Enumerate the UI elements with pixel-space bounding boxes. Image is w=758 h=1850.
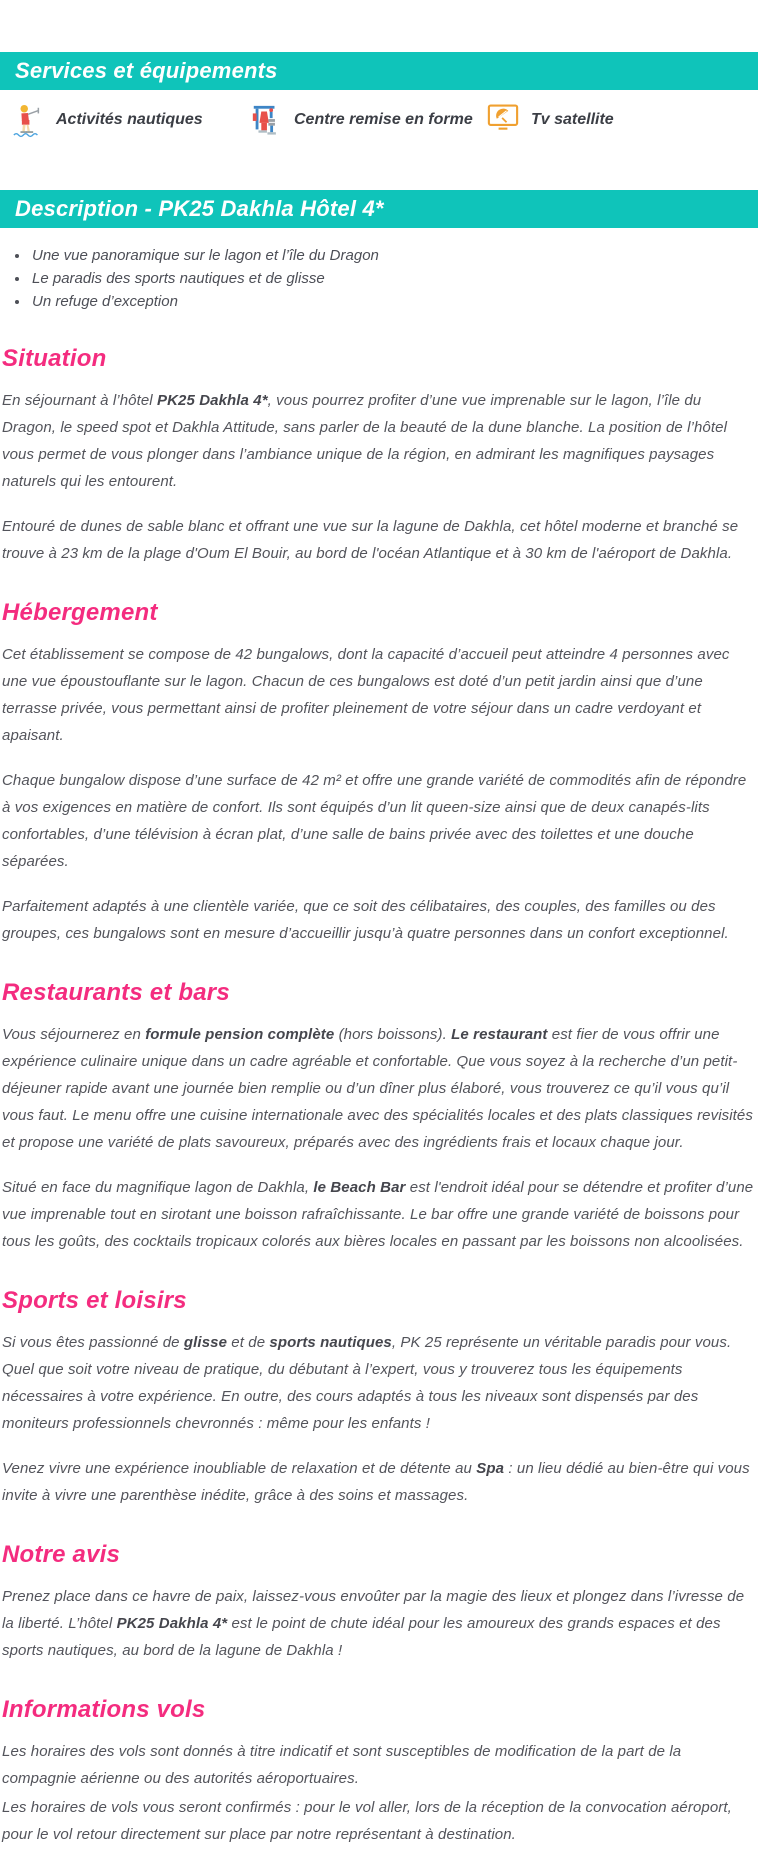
content-section	[2, 599, 754, 947]
paragraph: Cet établissement se compose de 42 bungalows, dont la capacité d’accueil peut atteindre 4 personnes avec une vue époustouflante sur le lagon. Chacun de ces bungalows est doté d’un petit jardin ainsi que d’une terrasse privée, vous permettant ainsi de profiter pleinement de votre séjour dans un cadre verdoyant et apaisant.	[2, 646, 730, 744]
sections-container	[2, 345, 754, 1848]
bullet-item: • Le paradis des sports nautiques et de glisse	[30, 267, 754, 290]
top-spacer	[0, 0, 758, 52]
bullet-item: • Un refuge d’exception	[30, 290, 754, 313]
paragraph: Parfaitement adaptés à une clientèle variée, que ce soit des célibataires, des couples, des familles ou des groupes, ces bungalows sont en mesure d’accueillir jusqu’à quatre personnes dans un confort exceptionnel.	[2, 898, 729, 942]
paragraph: Entouré de dunes de sable blanc et offrant une vue sur la lagune de Dakhla, cet hôtel moderne et branché se trouve à 23 km de la plage d'Oum El Bouir, au bord de l'océan Atlantique et à 30 km de l'aéroport de Dakhla.	[2, 518, 739, 562]
service-item-tv-satellite	[487, 102, 727, 138]
section-heading: Restaurants et bars	[2, 979, 230, 1006]
paragraph: Situé en face du magnifique lagon de Dakhla, le Beach Bar est l'endroit idéal pour se détendre et profiter d’une vue imprenable tout en sirotant une boisson rafraîchissante. Le bar offre une grande variété de boissons pour tous les goûts, des cocktails tropicaux colorés aux bières locales en passant par les boissons non alcoolisées.	[2, 1179, 754, 1250]
paragraph: Prenez place dans ce havre de paix, laissez-vous envoûter par la magie des lieux et plongez dans l’ivresse de la liberté. L’hôtel PK25 Dakhla 4* est le point de chute idéal pour les amoureux des grands espaces et des sports nautiques, au bord de la lagune de Dakhla !	[2, 1588, 745, 1659]
description-bullets	[30, 244, 754, 313]
paragraph: Chaque bungalow dispose d’une surface de 42 m² et offre une grande variété de commodités afin de répondre à vos exigences en matière de confort. Ils sont équipés d’un lit queen-size ainsi que de deux canapés-lits confortables, d’une télévision à écran plat, d’une salle de bains privée avec des toilettes et une douche séparées.	[2, 772, 747, 870]
content-section	[2, 1541, 754, 1664]
fitness-machine-icon	[250, 102, 282, 138]
water-ski-icon	[12, 102, 44, 138]
description-header-bar	[0, 190, 758, 228]
paragraph: Vous séjournerez en formule pension complète (hors boissons). Le restaurant est fier de vous offrir une expérience culinaire unique dans un cadre agréable et confortable. Que vous soyez à la recherche d’un petit-déjeuner rapide avant une journée bien remplie ou d’un dîner plus élaboré, vous trouverez ce qu’il vous qu’il vous faut. Le menu offre une cuisine internationale avec des spécialités locales et des plats classiques revisités et propose une variété de plats savoureux, préparés avec des ingrédients frais et locaux chaque jour.	[2, 1026, 753, 1151]
description-header-title: Description - PK25 Dakhla Hôtel 4*	[15, 196, 384, 221]
section-paragraphs	[2, 387, 754, 567]
section-paragraphs	[2, 1738, 754, 1848]
content-section	[2, 979, 754, 1255]
section-heading: Hébergement	[2, 599, 158, 626]
service-label: Tv satellite	[531, 111, 614, 128]
service-item-activites-nautiques	[12, 102, 250, 138]
section-heading: Informations vols	[2, 1696, 206, 1723]
paragraph: Les horaires des vols sont donnés à titre indicatif et sont susceptibles de modification de la part de la compagnie aérienne ou des autorités aéroportuaires.	[2, 1743, 682, 1787]
content-section	[2, 345, 754, 567]
bullet-item: • Une vue panoramique sur le lagon et l’île du Dragon	[30, 244, 754, 267]
section-paragraphs	[2, 1021, 754, 1255]
section-heading: Situation	[2, 345, 107, 372]
section-heading: Sports et loisirs	[2, 1287, 187, 1314]
section-paragraphs	[2, 1329, 754, 1509]
paragraph: Si vous êtes passionné de glisse et de sports nautiques, PK 25 représente un véritable paradis pour vous. Quel que soit votre niveau de pratique, du débutant à l’expert, vous y trouverez tous les équipements nécessaires à votre expérience. En outre, des cours adaptés à tous les niveaux sont dispensés par des moniteurs professionnels chevronnés : même pour les enfants !	[2, 1334, 732, 1432]
section-heading: Notre avis	[2, 1541, 121, 1568]
paragraph: Venez vivre une expérience inoubliable de relaxation et de détente au Spa : un lieu dédié au bien-être qui vous invite à vivre une parenthèse inédite, grâce à des soins et massages.	[2, 1460, 750, 1504]
services-header-bar	[0, 52, 758, 90]
service-item-centre-remise-en-forme	[250, 102, 487, 138]
services-header-title: Services et équipements	[15, 58, 278, 83]
services-row	[0, 90, 758, 146]
tv-satellite-icon	[487, 102, 519, 138]
section-paragraphs	[2, 641, 754, 947]
service-label: Centre remise en forme	[294, 111, 473, 128]
content-section	[2, 1696, 754, 1848]
section-paragraphs	[2, 1583, 754, 1664]
spacer	[0, 146, 758, 190]
main-content	[0, 244, 758, 1848]
paragraph: En séjournant à l’hôtel PK25 Dakhla 4*, vous pourrez profiter d’une vue imprenable sur le lagon, l’île du Dragon, le speed spot et Dakhla Attitude, sans parler de la beauté de la dune blanche. La position de l’hôtel vous permet de vous plonger dans l’ambiance unique de la région, en admirant les magnifiques paysages naturels qui les entourent.	[2, 392, 727, 490]
paragraph: Les horaires de vols vous seront confirmés : pour le vol aller, lors de la réception de la convocation aéroport, pour le vol retour directement sur place par notre représentant à destination.	[2, 1799, 732, 1843]
service-label: Activités nautiques	[56, 111, 203, 128]
content-section	[2, 1287, 754, 1509]
